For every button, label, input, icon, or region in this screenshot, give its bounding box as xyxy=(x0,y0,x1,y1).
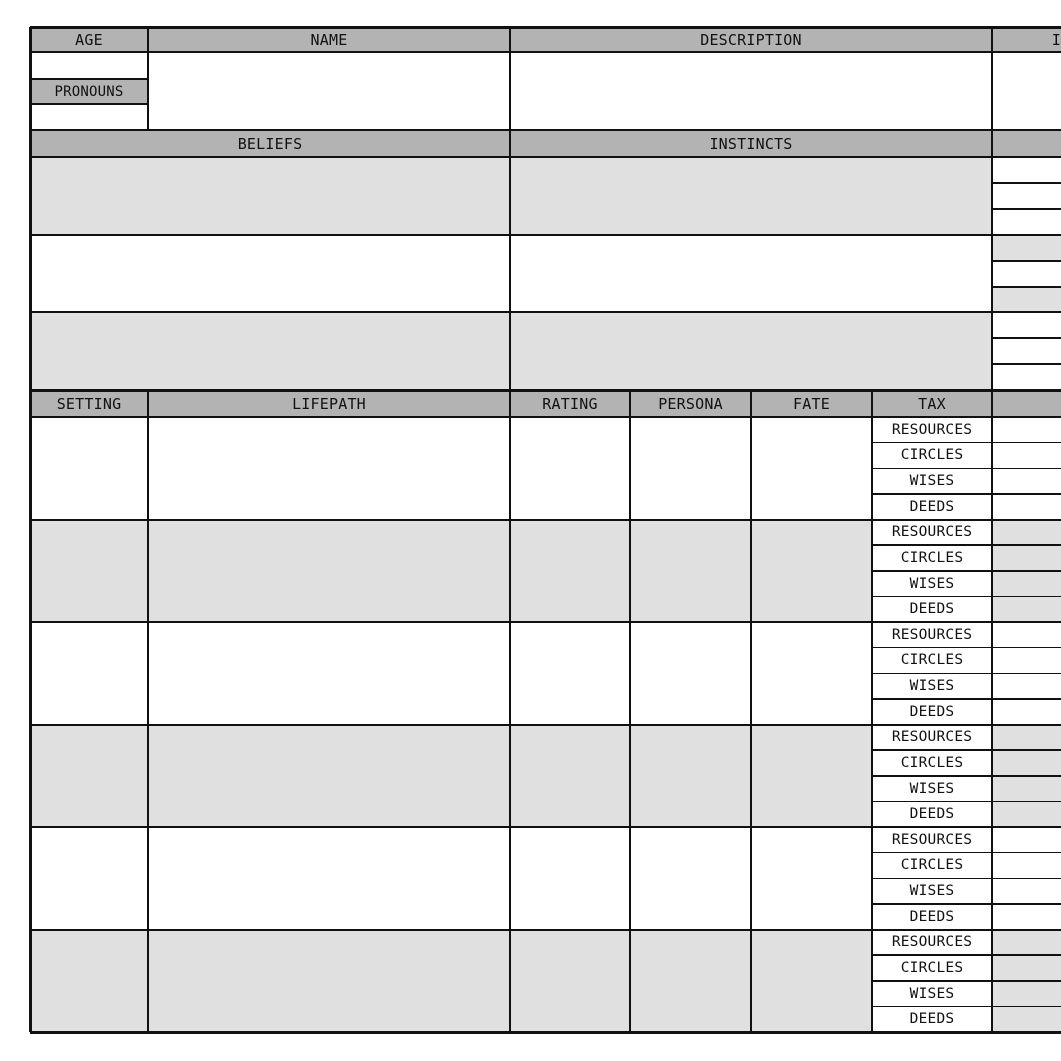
group-4-wises-label: WISES xyxy=(909,780,955,797)
group-6-circles-label: CIRCLES xyxy=(900,959,964,976)
lifepath-label: LIFEPATH xyxy=(292,394,366,413)
side-row-shaded xyxy=(992,235,1061,261)
group-2-wises-label: WISES xyxy=(909,575,955,592)
rule-line xyxy=(992,286,1061,288)
age-label: AGE xyxy=(75,30,103,49)
group-3-circles-label: CIRCLES xyxy=(900,652,964,669)
group-4-circles-label: CIRCLES xyxy=(900,754,964,771)
rule-line xyxy=(992,311,1061,313)
group-3-resources-label: RESOURCES xyxy=(891,626,973,643)
group-5-circles-label: CIRCLES xyxy=(900,857,964,874)
group-3-deeds-label: DEEDS xyxy=(909,703,955,720)
setting-label: SETTING xyxy=(56,394,122,413)
fate-label: FATE xyxy=(793,394,830,413)
rule-line xyxy=(992,363,1061,365)
group-5-wises-label: WISES xyxy=(909,883,955,900)
group-4-resources-label: RESOURCES xyxy=(891,729,973,746)
side-row-shaded xyxy=(992,287,1061,312)
group-2-resources-label: RESOURCES xyxy=(891,524,973,541)
rule-line xyxy=(992,182,1061,184)
group-5-resources-label: RESOURCES xyxy=(891,831,973,848)
pronouns-label: PRONOUNS xyxy=(54,83,124,100)
group-2-circles-label: CIRCLES xyxy=(900,549,964,566)
rule-line xyxy=(29,27,32,1032)
belief-row-3 xyxy=(30,312,992,390)
instincts-label: INSTINCTS xyxy=(709,134,793,153)
rule-line xyxy=(147,390,149,1032)
rule-line xyxy=(992,208,1061,210)
group-6-deeds-label: DEEDS xyxy=(909,1011,955,1028)
group-3-wises-label: WISES xyxy=(909,678,955,695)
group-2-deeds-label: DEEDS xyxy=(909,601,955,618)
rule-line xyxy=(992,234,1061,236)
lifepath-group-shaded xyxy=(30,930,872,1033)
clipped-header-label: I xyxy=(1052,30,1061,49)
lifepath-group-shaded xyxy=(30,520,872,623)
rule-line xyxy=(992,337,1061,339)
rule-line xyxy=(992,260,1061,262)
belief-row-1 xyxy=(30,157,992,235)
group-4-deeds-label: DEEDS xyxy=(909,806,955,823)
rule-line xyxy=(30,234,992,236)
rule-line xyxy=(509,390,511,1032)
group-5-deeds-label: DEEDS xyxy=(909,908,955,925)
rating-label: RATING xyxy=(542,394,598,413)
group-1-resources-label: RESOURCES xyxy=(891,421,973,438)
group-6-resources-label: RESOURCES xyxy=(891,934,973,951)
group-6-wises-label: WISES xyxy=(909,985,955,1002)
group-1-wises-label: WISES xyxy=(909,473,955,490)
group-1-deeds-label: DEEDS xyxy=(909,498,955,515)
lifepath-group-shaded xyxy=(30,725,872,828)
beliefs-label: BELIEFS xyxy=(237,134,303,153)
tax-label: TAX xyxy=(918,394,946,413)
description-label: DESCRIPTION xyxy=(700,30,802,49)
group-1-circles-label: CIRCLES xyxy=(900,447,964,464)
rule-line xyxy=(509,130,511,390)
persona-label: PERSONA xyxy=(658,394,723,413)
rule-line xyxy=(750,390,752,1032)
rule-line xyxy=(629,390,631,1032)
rule-line xyxy=(30,311,992,313)
name-label: NAME xyxy=(310,30,348,49)
